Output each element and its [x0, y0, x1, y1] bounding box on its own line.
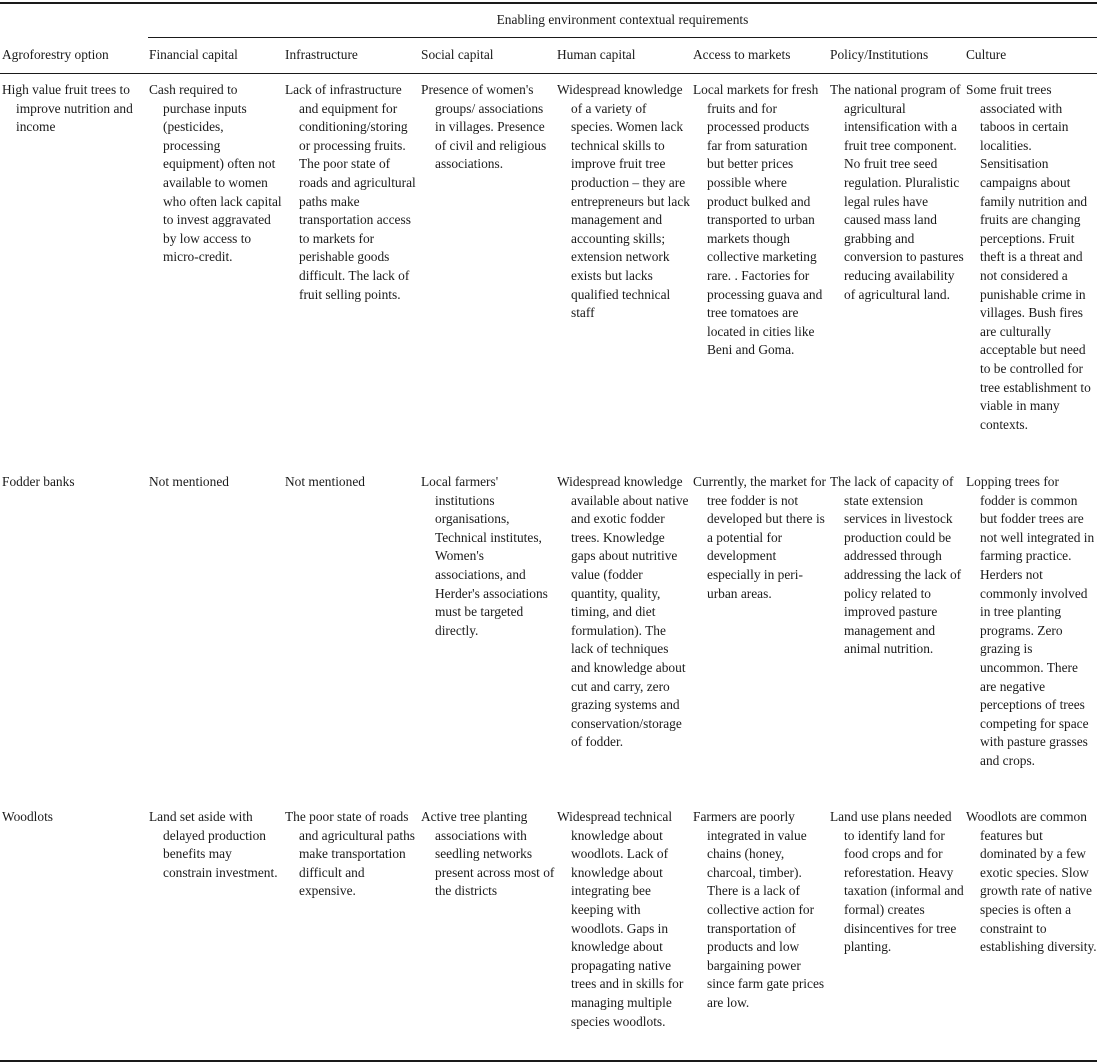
table-cell-option: High value fruit trees to improve nutrition and income: [2, 82, 133, 135]
table-cell-financial-capital: Cash required to purchase inputs (pesticides, processing equipment) often not available to women who often lack capital to invest aggravated by low access to micro-credit.: [149, 82, 282, 265]
table-cell-human-capital: Widespread technical knowledge about woodlots. Lack of knowledge about integrating bee keeping with woodlots. Gaps in knowledge about propagating native trees and in skills for managing multiple species woodlots.: [557, 809, 684, 1029]
table-top-rule: [0, 2, 1097, 4]
table-cell-financial-capital: Land set aside with delayed production benefits may constrain investment.: [149, 809, 278, 880]
table-cell-social-capital: Active tree planting associations with seedling networks present across most of the districts: [421, 809, 555, 899]
table-cell-policy-institutions: The lack of capacity of state extension services in livestock production could be addressed through addressing the lack of policy related to improved pasture management and animal nutrition.: [830, 474, 962, 657]
table-cell-option: Fodder banks: [2, 474, 75, 489]
col-header-infrastructure: Infrastructure: [285, 47, 358, 62]
col-header-culture: Culture: [966, 47, 1007, 62]
spanning-header-underline: [148, 37, 1097, 38]
col-header-policy-institutions: Policy/Institutions: [830, 47, 929, 62]
table-cell-access-to-markets: Currently, the market for tree fodder is not developed but there is a potential for development especially in peri-urban areas.: [693, 474, 826, 601]
col-header-financial-capital: Financial capital: [149, 47, 238, 62]
table-cell-infrastructure: Lack of infrastructure and equipment for conditioning/storing or processing fruits. The poor state of roads and agricultural paths make transportation access to markets for perishable goods difficult. The lack of fruit selling points.: [285, 82, 416, 302]
table-cell-culture: Woodlots are common features but dominated by a few exotic species. Slow growth rate of native species is often a constraint to establishing diversity.: [966, 809, 1097, 955]
table-cell-policy-institutions: The national program of agricultural intensification with a fruit tree component. No fruit tree seed regulation. Pluralistic legal rules have caused mass land grabbing and conversion to pastures reducing availability of agricultural land.: [830, 82, 964, 302]
table-cell-infrastructure: The poor state of roads and agricultural paths make transportation difficult and expensive.: [285, 809, 416, 899]
table-cell-financial-capital: Not mentioned: [149, 474, 229, 489]
col-header-social-capital: Social capital: [421, 47, 494, 62]
table-cell-culture: Some fruit trees associated with taboos in certain localities. Sensitisation campaigns about family nutrition and fruits are changing perceptions. Fruit theft is a threat and not considered a punishable crime in villages. Bush fires are culturally acceptable but need to be controlled for tree establishment to viable in many contexts.: [966, 82, 1091, 432]
table-cell-infrastructure: Not mentioned: [285, 474, 365, 489]
spanning-header: Enabling environment contextual requirements: [496, 12, 749, 27]
table-cell-social-capital: Presence of women's groups/ associations in villages. Presence of civil and religious associations.: [421, 82, 547, 172]
table-cell-social-capital: Local farmers' institutions organisations, Technical institutes, Women's associations, and Herder's associations must be targeted directly.: [421, 474, 548, 638]
table-bottom-rule: [0, 1060, 1097, 1062]
table-cell-access-to-markets: Local markets for fresh fruits and for processed products far from saturation but better prices possible where product bulked and transported to urban markets though collective marketing rare. . Factories for processing guava and tree tomatoes are located in cities like Beni and Goma.: [693, 82, 823, 358]
table-cell-access-to-markets: Farmers are poorly integrated in value chains (honey, charcoal, timber). There is a lack of collective action for transportation of products and low bargaining power since farm gate prices are low.: [693, 809, 825, 1010]
header-bottom-rule: [0, 73, 1097, 74]
table-cell-culture: Lopping trees for fodder is common but fodder trees are not well integrated in farming practice. Herders not commonly involved in tree planting programs. Zero grazing is uncommon. There are negative perceptions of trees competing for space with pasture grasses and crops.: [966, 474, 1095, 768]
table-cell-human-capital: Widespread knowledge available about native and exotic fodder trees. Knowledge gaps about nutritive value (fodder quantity, quality, timing, and diet formulation). The lack of techniques and knowledge about cut and carry, zero grazing systems and conservation/storage of fodder.: [557, 474, 689, 750]
table-cell-human-capital: Widespread knowledge of a variety of species. Women lack technical skills to improve fruit tree production – they are entrepreneurs but lack management and accounting skills; extension network exists but lacks qualified technical staff: [557, 82, 690, 321]
col-header-human-capital: Human capital: [557, 47, 636, 62]
col-header-agroforestry-option: Agroforestry option: [2, 47, 109, 62]
table-cell-option: Woodlots: [2, 809, 53, 824]
table-cell-policy-institutions: Land use plans needed to identify land for food crops and for reforestation. Heavy taxation (informal and formal) creates disincentives for tree planting.: [830, 809, 964, 955]
col-header-access-to-markets: Access to markets: [693, 47, 791, 62]
